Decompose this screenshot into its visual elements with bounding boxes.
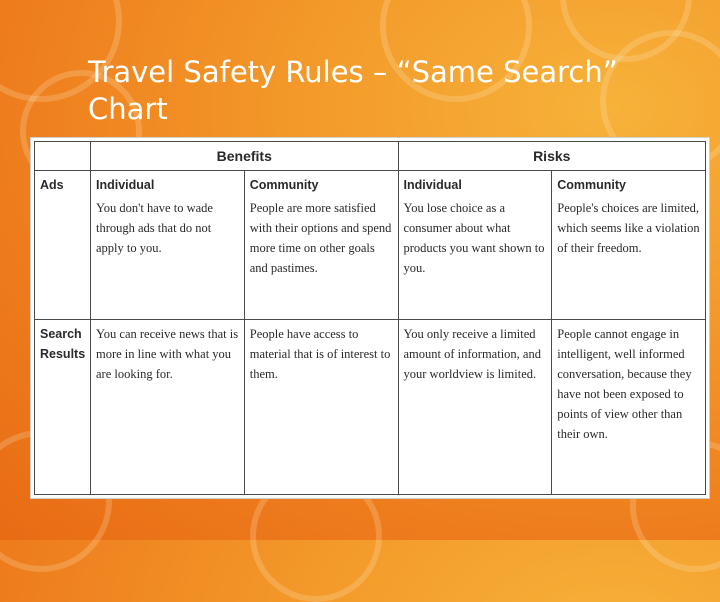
subheader-individual: Individual [96, 178, 155, 192]
cell-text: You lose choice as a consumer about what products you want shown to you. [403, 201, 545, 275]
cell-text: You only receive a limited amount of information, and your worldview is limited. [403, 327, 541, 381]
cell-text: People cannot engage in intelligent, well informed conversation, because they have not been exposed to points of view other than their own. [557, 327, 692, 441]
table-header-row [35, 142, 706, 171]
cell-ads-benefits-community [244, 171, 398, 320]
corner-cell [35, 142, 91, 171]
cell-text: You don't have to wade through ads that do not apply to you. [96, 201, 213, 255]
cell-ads-risks-community [552, 171, 706, 320]
subheader-community: Community [557, 178, 626, 192]
same-search-chart-table [34, 141, 706, 495]
row-label-ads: Ads [35, 171, 91, 320]
cell-search-benefits-community [244, 320, 398, 495]
cell-search-benefits-individual [91, 320, 245, 495]
table-row [35, 171, 706, 320]
cell-text: People's choices are limited, which seems like a violation of their freedom. [557, 201, 700, 255]
cell-text: People have access to material that is of interest to them. [249, 327, 391, 381]
row-label-search-results: Search Results [35, 320, 91, 495]
slide-title: Travel Safety Rules – “Same Search” Chart [88, 55, 618, 126]
cell-search-risks-community [552, 320, 706, 495]
chart-table-frame [30, 137, 710, 499]
subheader-individual: Individual [403, 178, 462, 192]
cell-text: People are more satisfied with their options and spend more time on other goals and pastimes. [249, 201, 392, 275]
benefits-header: Benefits [91, 142, 399, 171]
table-row [35, 320, 706, 495]
subheader-community: Community [249, 178, 319, 192]
cell-search-risks-individual [398, 320, 552, 495]
risks-header: Risks [398, 142, 706, 171]
cell-text: You can receive news that is more in line with what you are looking for. [96, 327, 239, 381]
cell-ads-benefits-individual [91, 171, 245, 320]
cell-ads-risks-individual [398, 171, 552, 320]
